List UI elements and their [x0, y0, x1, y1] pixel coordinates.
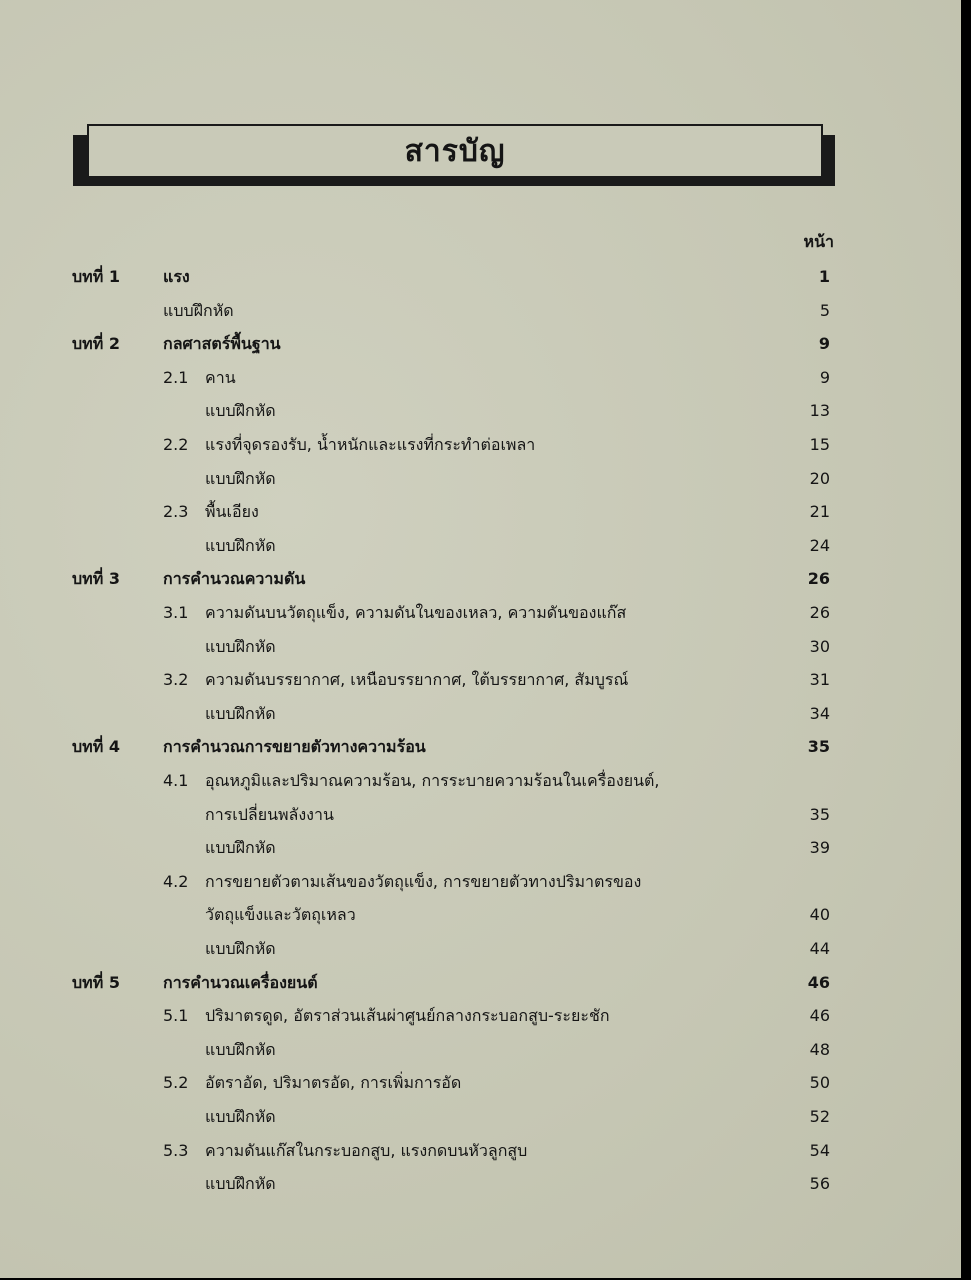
- section-title: การขยายตัวตามเส้นของวัตถุแข็ง, การขยายตัวทางปริมาตรของ: [205, 871, 642, 891]
- entry-text: แบบฝึกหัด: [205, 636, 276, 656]
- page-number: 50: [809, 1073, 830, 1093]
- page-number: 21: [809, 502, 830, 522]
- chapter-label: บทที่ 2: [72, 334, 120, 354]
- chapter-label: บทที่ 5: [72, 972, 120, 992]
- entry-text: แบบฝึกหัด: [205, 703, 276, 723]
- entry-text: แบบฝึกหัด: [205, 468, 276, 488]
- chapter-title: แรง: [163, 267, 190, 286]
- section-title: ความดันบนวัตถุแข็ง, ความดันในของเหลว, ความดันของแก๊ส: [205, 603, 627, 622]
- section-number: 2.1: [163, 367, 189, 387]
- toc-entry-row: [0, 1170, 961, 1198]
- toc-entry-row: [0, 465, 961, 493]
- toc-section-row: [0, 1137, 961, 1165]
- page-number: 35: [807, 737, 830, 757]
- section-number: 2.2: [163, 435, 189, 454]
- section-title: ความดันบรรยากาศ, เหนือบรรยากาศ, ใต้บรรยากาศ, สัมบูรณ์: [205, 670, 629, 690]
- page-number: 26: [807, 569, 830, 589]
- toc-section-row: [0, 666, 961, 694]
- page-number: 34: [809, 703, 830, 723]
- toc-entry-row: [0, 901, 961, 929]
- section-number: 4.2: [163, 871, 189, 891]
- section-title: ปริมาตรดูด, อัตราส่วนเส้นผ่าศูนย์กลางกระบอกสูบ-ระยะชัก: [205, 1006, 610, 1026]
- entry-text: แบบฝึกหัด: [205, 401, 276, 421]
- page-number: 9: [819, 367, 830, 387]
- toc-entry-row: [0, 935, 961, 963]
- toc-section-row: [0, 1069, 961, 1097]
- toc-section-row: [0, 1002, 961, 1030]
- page-number: 13: [809, 401, 830, 421]
- toc-entry-row: [0, 834, 961, 862]
- page-number: 9: [818, 334, 830, 354]
- toc-chapter-row: [0, 733, 961, 761]
- page-number: 31: [809, 670, 830, 690]
- section-number: 3.2: [163, 670, 189, 690]
- title-box: [87, 124, 823, 178]
- entry-text: แบบฝึกหัด: [205, 535, 276, 555]
- chapter-title: การคำนวณเครื่องยนต์: [163, 972, 318, 992]
- section-number: 3.1: [163, 603, 189, 622]
- chapter-label: บทที่ 3: [72, 569, 120, 589]
- entry-text: แบบฝึกหัด: [205, 838, 276, 858]
- toc-section-row: [0, 599, 961, 627]
- page-number: 46: [807, 972, 830, 992]
- page-title: สารบัญ: [404, 133, 506, 169]
- toc-entry-row: [0, 1103, 961, 1131]
- entry-text: แบบฝึกหัด: [163, 300, 234, 320]
- chapter-label: บทที่ 1: [72, 267, 120, 286]
- chapter-title: การคำนวณการขยายตัวทางความร้อน: [163, 737, 426, 757]
- section-title: พื้นเอียง: [205, 502, 259, 522]
- page-number: 40: [809, 905, 830, 925]
- chapter-label: บทที่ 4: [72, 737, 120, 757]
- toc-entry-row: [0, 801, 961, 829]
- entry-text: วัตถุแข็งและวัตถุเหลว: [205, 905, 356, 925]
- page-number: 26: [809, 603, 830, 622]
- entry-text: แบบฝึกหัด: [205, 1107, 276, 1126]
- toc-entry-row: [0, 397, 961, 425]
- toc-section-row: [0, 498, 961, 526]
- entry-text: การเปลี่ยนพลังงาน: [205, 804, 334, 824]
- page-number: 24: [809, 535, 830, 555]
- page-number: 1: [818, 267, 830, 286]
- entry-text: แบบฝึกหัด: [205, 939, 276, 958]
- page-number: 20: [809, 468, 830, 488]
- toc-section-row: [0, 868, 961, 896]
- page-number: 30: [809, 636, 830, 656]
- page-number: 44: [809, 939, 830, 958]
- toc-section-row: [0, 364, 961, 392]
- toc-section-row: [0, 767, 961, 795]
- section-title: คาน: [205, 367, 236, 387]
- page-number: 15: [809, 435, 830, 454]
- toc-section-row: [0, 431, 961, 459]
- page-column-header: หน้า: [803, 232, 834, 251]
- page-number: 56: [809, 1174, 830, 1194]
- entry-text: แบบฝึกหัด: [205, 1039, 276, 1059]
- page-number: 5: [819, 300, 830, 320]
- toc-entry-row: [0, 700, 961, 728]
- page-number: 48: [809, 1039, 830, 1059]
- chapter-title: กลศาสตร์พื้นฐาน: [163, 334, 281, 354]
- page-number: 54: [809, 1140, 830, 1160]
- section-number: 4.1: [163, 771, 189, 790]
- section-title: อัตราอัด, ปริมาตรอัด, การเพิ่มการอัด: [205, 1073, 462, 1093]
- toc-chapter-row: [0, 330, 961, 358]
- toc-entry-row: [0, 1036, 961, 1064]
- section-number: 5.1: [163, 1006, 189, 1026]
- section-number: 5.3: [163, 1140, 189, 1160]
- page-number: 46: [809, 1006, 830, 1026]
- toc-chapter-row: [0, 565, 961, 593]
- entry-text: แบบฝึกหัด: [205, 1174, 276, 1194]
- chapter-title: การคำนวณความดัน: [163, 569, 306, 589]
- section-title: ความดันแก๊สในกระบอกสูบ, แรงกดบนหัวลูกสูบ: [205, 1140, 528, 1160]
- page-number: 52: [809, 1107, 830, 1126]
- toc-entry-row: [0, 297, 961, 325]
- section-title: แรงที่จุดรองรับ, น้ำหนักและแรงที่กระทำต่อเพลา: [205, 435, 536, 454]
- page-number: 39: [809, 838, 830, 858]
- section-number: 5.2: [163, 1073, 189, 1093]
- toc-entry-row: [0, 532, 961, 560]
- toc-chapter-row: [0, 969, 961, 997]
- toc-entry-row: [0, 633, 961, 661]
- page-number: 35: [809, 804, 830, 824]
- section-title: อุณหภูมิและปริมาณความร้อน, การระบายความร้อนในเครื่องยนต์,: [205, 771, 660, 790]
- toc-chapter-row: [0, 263, 961, 291]
- section-number: 2.3: [163, 502, 189, 522]
